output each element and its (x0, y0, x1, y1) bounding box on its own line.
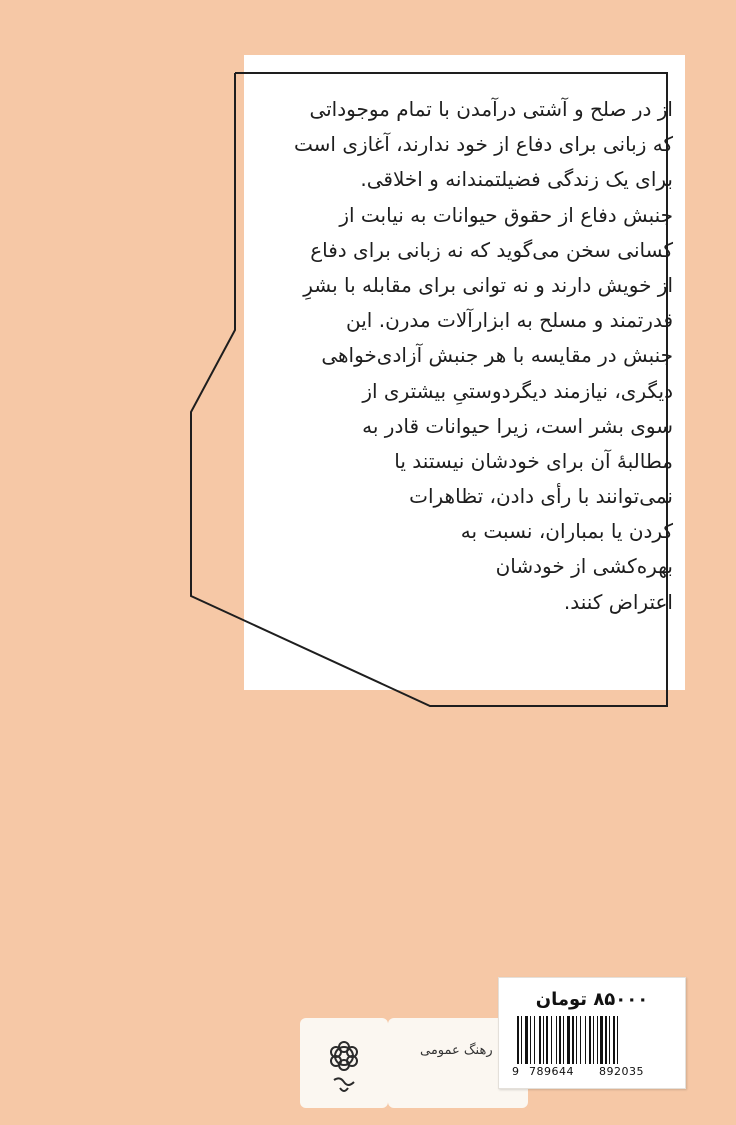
barcode-bar (567, 1016, 570, 1064)
barcode-bar (597, 1016, 598, 1064)
blurb-line: دیگری، نیازمند دیگردوستیِ بیشتری از (362, 378, 673, 403)
isbn-group-1: 789644 (529, 1065, 574, 1078)
barcode-bar (534, 1016, 535, 1064)
barcode-bar (600, 1016, 603, 1064)
publisher-name: رهنگ عمومی (420, 1043, 493, 1058)
publisher-logo-tab (300, 1018, 388, 1108)
barcode-bar (530, 1016, 531, 1064)
barcode-bar (563, 1016, 564, 1064)
barcode-bar (576, 1016, 577, 1064)
barcode-bar (593, 1016, 594, 1064)
blurb-line: قدرتمند و مسلح به ابزارآلات مدرن. این (346, 308, 673, 333)
barcode-bar (525, 1016, 528, 1064)
isbn-prefix: 9 (512, 1065, 519, 1078)
blurb-line: سوی بشر است، زیرا حیوانات قادر به (362, 413, 673, 438)
barcode-bar (613, 1016, 615, 1064)
blurb-line: برای یک زندگی فضیلتمندانه و اخلاقی. (360, 167, 673, 192)
barcode-bar (585, 1016, 586, 1064)
barcode-bar (556, 1016, 557, 1064)
blurb-line: از خویش دارند و نه توانی برای مقابله با بشرِ (303, 272, 673, 297)
price-barcode-sticker (498, 977, 686, 1089)
blurb-line: جنبش در مقایسه با هر جنبش آزادی‌خواهی (321, 343, 673, 368)
barcode-icon (515, 1016, 669, 1064)
barcode-bar (521, 1016, 522, 1064)
barcode-bar (543, 1016, 544, 1064)
blurb-line: کردن یا بمباران، نسبت به (460, 519, 673, 544)
publisher-logo-icon (300, 1018, 388, 1108)
blurb-line: از در صلح و آشتی درآمدن با تمام موجوداتی (309, 97, 673, 121)
barcode-bar (572, 1016, 574, 1064)
blurb-line: کسانی سخن می‌گوید که نه زبانی برای دفاع (310, 237, 673, 262)
barcode-bar (517, 1016, 519, 1064)
barcode-bar (559, 1016, 561, 1064)
barcode-bar (546, 1016, 548, 1064)
barcode-bar (617, 1016, 618, 1064)
isbn-group-2: 892035 (599, 1065, 644, 1078)
price-label: ۸۵۰۰۰ تومان (535, 989, 649, 1010)
barcode-bar (551, 1016, 552, 1064)
barcode-bar (605, 1016, 607, 1064)
blurb-line: بهره‌کشی از خودشان (495, 554, 673, 579)
blurb-line: جنبش دفاع از حقوق حیوانات به نیابت از (339, 202, 673, 227)
blurb-line: مطالبهٔ آن برای خودشان نیستند یا (394, 448, 673, 473)
blurb-line: اعتراض کنند. (563, 589, 673, 614)
blurb-text (258, 92, 673, 620)
barcode-bar (589, 1016, 591, 1064)
barcode-bar (539, 1016, 541, 1064)
barcode-bar (580, 1016, 581, 1064)
blurb-line: که زبانی برای دفاع از خود ندارند، آغازی است (294, 132, 673, 157)
blurb-line: نمی‌توانند با رأی دادن، تظاهرات (409, 484, 673, 509)
barcode-bar (609, 1016, 610, 1064)
